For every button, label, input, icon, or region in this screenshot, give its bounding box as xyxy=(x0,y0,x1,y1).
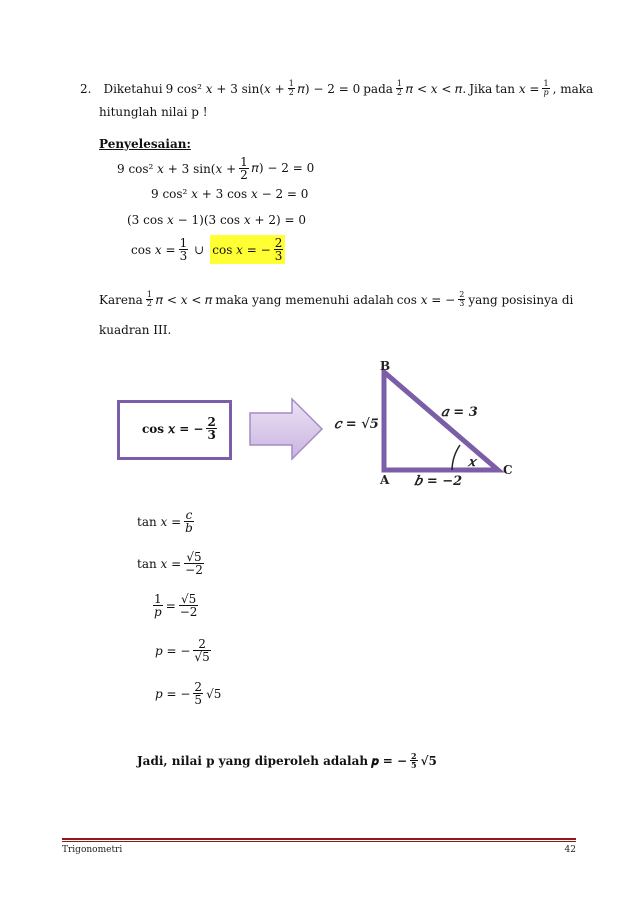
step-5: 𝑝 = − $\frac{2}{5}$ √5 xyxy=(155,680,222,707)
footer-rule-bottom xyxy=(62,841,576,842)
triangle-shape xyxy=(384,372,498,470)
solution-eq-1: 9 cos² 𝑥 + 3 sin(𝑥 + $\frac{1}{2}$ 𝜋) − 2 = 0 xyxy=(117,155,315,182)
conclusion: Jadi, nilai p yang diperoleh adalah 𝒑 = − $\frac{2}{5}$ √𝟓 xyxy=(137,751,437,770)
karena-cos-fraction: $\frac{2}{3}$ xyxy=(459,290,465,308)
karena-fraction: $\frac{1}{2}$ xyxy=(146,290,152,308)
karena-line-1: Karena $\frac{1}{2}$ 𝜋 < 𝑥 < 𝜋 maka yang memenuhi adalah cos 𝑥 = − $\frac{2}{3}$ yang posisinya di xyxy=(99,290,574,308)
box-fraction: $\frac{2}{3}$ xyxy=(207,415,216,442)
cos-value-box xyxy=(117,400,232,460)
side-c-label: 𝑐 = √5 xyxy=(334,417,379,432)
problem-condition: 𝜋 < 𝑥 < 𝜋. xyxy=(406,81,467,96)
side-b-label: 𝑏 = −2 xyxy=(414,474,463,488)
problem-cond-fraction: $\frac{1}{2}$ xyxy=(396,79,402,97)
page-number: 42 xyxy=(564,845,576,855)
problem-line-1 xyxy=(80,80,593,97)
problem-number: 2. xyxy=(80,81,92,96)
highlighted-fraction: $\frac{2}{3}$ xyxy=(274,236,283,263)
solution-eq-2: 9 cos² 𝑥 + 3 cos 𝑥 − 2 = 0 xyxy=(151,187,309,201)
karena-line-2: kuadran III. xyxy=(99,323,172,337)
problem-equation-a: 9 cos² 𝑥 + 3 sin(𝑥 + xyxy=(165,81,285,96)
problem-fraction: $\frac{1}{2}$ xyxy=(288,79,294,97)
problem-tan: tan 𝑥 = xyxy=(495,81,540,96)
problem-tan-fraction: $\frac{1}{\text{𝑝}}$ xyxy=(543,79,549,97)
angle-x-label: 𝑥 xyxy=(468,455,476,470)
vertex-c-label: C xyxy=(503,463,513,477)
angle-arc xyxy=(452,445,460,470)
problem-jika: Jika xyxy=(469,81,493,96)
problem-equation-b: 𝜋) − 2 = 0 xyxy=(297,81,361,96)
problem-line-2: hitunglah nilai p ! xyxy=(99,105,208,119)
side-a-label: 𝑎 = 3 xyxy=(441,405,478,420)
footer-rule-top xyxy=(62,838,576,840)
solution-eq-3: (3 cos 𝑥 − 1)(3 cos 𝑥 + 2) = 0 xyxy=(127,213,306,227)
vertex-a-label: A xyxy=(380,473,390,487)
box-cos-text: cos 𝑥 = − xyxy=(142,421,204,436)
vertex-b-label: B xyxy=(380,359,391,373)
solution-heading: Penyelesaian: xyxy=(99,137,191,151)
step-3: $\frac{1}{\text{𝑝}}$ = $\frac{√5}{-2}$ xyxy=(154,592,198,619)
step-4: 𝑝 = − $\frac{2}{√5}$ xyxy=(155,637,210,664)
step-2: tan 𝑥 = $\frac{√5}{-2}$ xyxy=(137,550,203,577)
solution-eq-1-fraction: $\frac{1}{2}$ xyxy=(240,155,248,182)
step-1: tan 𝑥 = $\frac{\text{𝑐}}{\text{𝑏}}$ xyxy=(137,508,193,535)
problem-prefix: Diketahui xyxy=(103,81,163,96)
right-arrow-icon xyxy=(246,395,326,465)
footer-title: Trigonometri xyxy=(62,845,123,855)
solution-eq-4-fraction: $\frac{1}{3}$ xyxy=(179,236,188,263)
highlighted-answer: cos 𝑥 = − $\frac{2}{3}$ xyxy=(210,235,285,264)
problem-pada: pada xyxy=(363,81,393,96)
right-triangle-diagram xyxy=(330,358,520,488)
problem-maka: , maka xyxy=(552,81,594,96)
solution-eq-4: cos 𝑥 = $\frac{1}{3}$ ∪ cos 𝑥 = − $\frac{2}{3}$ xyxy=(131,235,285,264)
